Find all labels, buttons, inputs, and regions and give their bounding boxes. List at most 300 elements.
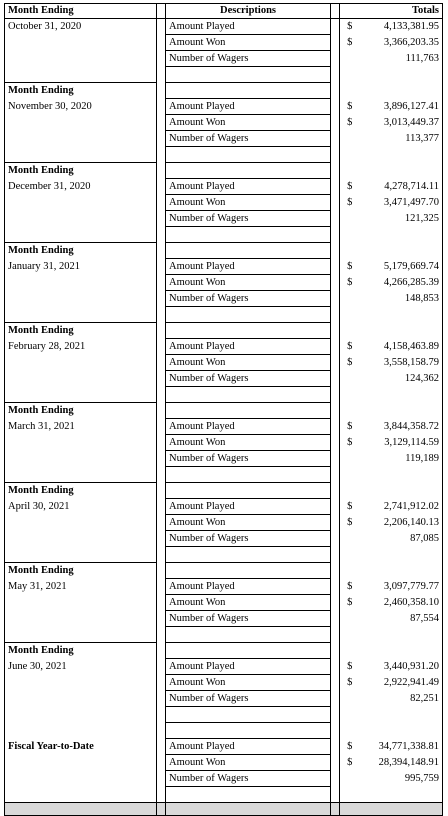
- description-cell: Amount Won: [166, 35, 331, 51]
- empty-cell: [340, 723, 360, 739]
- table-row: [5, 99, 443, 115]
- currency-symbol: [340, 211, 360, 227]
- empty-cell: [5, 451, 157, 467]
- description-cell: Number of Wagers: [166, 131, 331, 147]
- empty-cell: [5, 211, 157, 227]
- period-title: Month Ending: [5, 243, 157, 259]
- table-row: [5, 275, 443, 291]
- gap-cell: [331, 563, 340, 579]
- empty-cell: [166, 643, 331, 659]
- description-cell: Amount Played: [166, 179, 331, 195]
- gap-cell: [157, 659, 166, 675]
- currency-symbol: $: [340, 739, 360, 755]
- empty-cell: [5, 35, 157, 51]
- empty-cell: [5, 691, 157, 707]
- footer-cell: [331, 803, 340, 816]
- table-row: [5, 595, 443, 611]
- gap-cell: [331, 515, 340, 531]
- gap-cell: [157, 179, 166, 195]
- gap-cell: [157, 259, 166, 275]
- empty-cell: [166, 83, 331, 99]
- period-date: May 31, 2021: [5, 579, 157, 595]
- spacer-row: [5, 147, 443, 163]
- table-row: [5, 515, 443, 531]
- gap-cell: [331, 531, 340, 547]
- period-title: Month Ending: [5, 323, 157, 339]
- empty-cell: [360, 387, 443, 403]
- table-row: [5, 179, 443, 195]
- empty-cell: [166, 483, 331, 499]
- gap-cell: [157, 227, 166, 243]
- description-cell: Number of Wagers: [166, 691, 331, 707]
- gap-cell: [331, 467, 340, 483]
- empty-cell: [166, 307, 331, 323]
- empty-cell: [166, 723, 331, 739]
- empty-cell: [360, 787, 443, 803]
- spacer-row: [5, 723, 443, 739]
- gap-cell: [331, 723, 340, 739]
- header-row: [5, 4, 443, 19]
- description-cell: Amount Won: [166, 355, 331, 371]
- gap-cell: [331, 499, 340, 515]
- empty-cell: [340, 307, 360, 323]
- gap-cell: [157, 147, 166, 163]
- spacer-row: [5, 627, 443, 643]
- total-value: 121,325: [360, 211, 443, 227]
- spacer-row: [5, 707, 443, 723]
- gap-cell: [157, 275, 166, 291]
- currency-symbol: [340, 131, 360, 147]
- empty-cell: [166, 403, 331, 419]
- total-value: 119,189: [360, 451, 443, 467]
- spacer-row: [5, 67, 443, 83]
- table-row: [5, 211, 443, 227]
- table-row: [5, 259, 443, 275]
- gap-cell: [157, 195, 166, 211]
- gap-cell: [157, 211, 166, 227]
- total-value: 2,741,912.02: [360, 499, 443, 515]
- period-title-row: [5, 483, 443, 499]
- empty-cell: [360, 83, 443, 99]
- empty-cell: [340, 643, 360, 659]
- currency-symbol: [340, 291, 360, 307]
- empty-cell: [5, 51, 157, 67]
- total-value: 3,558,158.79: [360, 355, 443, 371]
- table-row: [5, 371, 443, 387]
- empty-cell: [166, 787, 331, 803]
- total-value: 3,844,358.72: [360, 419, 443, 435]
- total-value: 2,460,358.10: [360, 595, 443, 611]
- gap-cell: [157, 467, 166, 483]
- currency-symbol: $: [340, 179, 360, 195]
- empty-cell: [340, 323, 360, 339]
- period-title: Month Ending: [5, 483, 157, 499]
- empty-cell: [360, 627, 443, 643]
- gap-cell: [331, 99, 340, 115]
- description-cell: Amount Won: [166, 515, 331, 531]
- empty-cell: [340, 227, 360, 243]
- gap-cell: [331, 675, 340, 691]
- period-title-row: [5, 163, 443, 179]
- period-date: February 28, 2021: [5, 339, 157, 355]
- empty-cell: [5, 531, 157, 547]
- empty-cell: [360, 163, 443, 179]
- total-value: 2,206,140.13: [360, 515, 443, 531]
- table-row: [5, 19, 443, 35]
- table-row: [5, 51, 443, 67]
- empty-cell: [166, 387, 331, 403]
- spacer-row: [5, 227, 443, 243]
- gap-cell: [157, 739, 166, 755]
- empty-cell: [340, 787, 360, 803]
- empty-cell: [166, 627, 331, 643]
- gap-cell: [157, 35, 166, 51]
- currency-symbol: $: [340, 579, 360, 595]
- gap-cell: [157, 99, 166, 115]
- table-row: [5, 355, 443, 371]
- empty-cell: [166, 323, 331, 339]
- table-row: [5, 659, 443, 675]
- currency-symbol: $: [340, 339, 360, 355]
- period-date: April 30, 2021: [5, 499, 157, 515]
- footer-cell: [340, 803, 360, 816]
- currency-symbol: $: [340, 435, 360, 451]
- currency-symbol: [340, 51, 360, 67]
- empty-cell: [5, 387, 157, 403]
- header-month-ending: Month Ending: [5, 4, 157, 19]
- currency-symbol: [340, 691, 360, 707]
- total-value: 113,377: [360, 131, 443, 147]
- table-row: [5, 675, 443, 691]
- description-cell: Amount Played: [166, 339, 331, 355]
- currency-symbol: $: [340, 515, 360, 531]
- empty-cell: [5, 371, 157, 387]
- empty-cell: [360, 563, 443, 579]
- description-cell: Number of Wagers: [166, 371, 331, 387]
- gap-cell: [331, 355, 340, 371]
- gap-cell: [331, 403, 340, 419]
- table-body: [5, 4, 443, 816]
- empty-cell: [5, 195, 157, 211]
- gap-cell: [331, 691, 340, 707]
- empty-cell: [5, 467, 157, 483]
- gap-cell: [331, 275, 340, 291]
- gap-cell: [157, 291, 166, 307]
- gap-cell: [331, 291, 340, 307]
- description-cell: Amount Played: [166, 259, 331, 275]
- description-cell: Amount Played: [166, 579, 331, 595]
- description-cell: Amount Won: [166, 435, 331, 451]
- gap-cell: [331, 179, 340, 195]
- empty-cell: [166, 563, 331, 579]
- empty-cell: [340, 483, 360, 499]
- empty-cell: [360, 547, 443, 563]
- empty-cell: [166, 147, 331, 163]
- gap-cell: [331, 739, 340, 755]
- empty-cell: [166, 163, 331, 179]
- period-date: January 31, 2021: [5, 259, 157, 275]
- gap-cell: [157, 515, 166, 531]
- period-title-row: [5, 403, 443, 419]
- gap-cell: [157, 51, 166, 67]
- empty-cell: [5, 147, 157, 163]
- table-row: [5, 531, 443, 547]
- table-row: [5, 579, 443, 595]
- empty-cell: [360, 403, 443, 419]
- total-value: 87,085: [360, 531, 443, 547]
- currency-symbol: $: [340, 99, 360, 115]
- empty-cell: [166, 243, 331, 259]
- gap-cell: [157, 355, 166, 371]
- footer-row: [5, 803, 443, 816]
- gap-cell: [157, 611, 166, 627]
- period-date: October 31, 2020: [5, 19, 157, 35]
- gap-cell: [331, 211, 340, 227]
- total-value: 4,278,714.11: [360, 179, 443, 195]
- gap-cell: [331, 323, 340, 339]
- gap-cell: [331, 579, 340, 595]
- description-cell: Amount Played: [166, 99, 331, 115]
- description-cell: Amount Played: [166, 19, 331, 35]
- empty-cell: [360, 467, 443, 483]
- table-row: [5, 611, 443, 627]
- period-date: June 30, 2021: [5, 659, 157, 675]
- empty-cell: [360, 227, 443, 243]
- table-row: [5, 195, 443, 211]
- currency-symbol: $: [340, 355, 360, 371]
- gap-cell: [331, 595, 340, 611]
- gap-cell: [157, 371, 166, 387]
- empty-cell: [360, 307, 443, 323]
- empty-cell: [340, 243, 360, 259]
- gap-cell: [331, 307, 340, 323]
- period-title: Month Ending: [5, 563, 157, 579]
- description-cell: Amount Won: [166, 115, 331, 131]
- gap-cell: [157, 67, 166, 83]
- gap-cell: [331, 147, 340, 163]
- gap-cell: [157, 723, 166, 739]
- empty-cell: [5, 435, 157, 451]
- gap-cell: [157, 115, 166, 131]
- gap-cell: [157, 339, 166, 355]
- empty-cell: [5, 707, 157, 723]
- currency-symbol: $: [340, 419, 360, 435]
- total-value: 3,366,203.35: [360, 35, 443, 51]
- empty-cell: [5, 755, 157, 771]
- currency-symbol: [340, 371, 360, 387]
- empty-cell: [5, 227, 157, 243]
- gap-cell: [331, 339, 340, 355]
- gap-cell: [157, 451, 166, 467]
- empty-cell: [5, 675, 157, 691]
- footer-cell: [157, 803, 166, 816]
- empty-cell: [166, 547, 331, 563]
- gap-cell: [331, 755, 340, 771]
- gap-cell: [331, 227, 340, 243]
- empty-cell: [5, 595, 157, 611]
- total-value: 34,771,338.81: [360, 739, 443, 755]
- gap-cell: [331, 611, 340, 627]
- description-cell: Number of Wagers: [166, 451, 331, 467]
- total-value: 3,013,449.37: [360, 115, 443, 131]
- description-cell: Number of Wagers: [166, 531, 331, 547]
- gap-cell: [157, 771, 166, 787]
- table-row: [5, 691, 443, 707]
- gap-cell: [331, 435, 340, 451]
- empty-cell: [340, 467, 360, 483]
- table-row: [5, 435, 443, 451]
- empty-cell: [360, 483, 443, 499]
- gap-cell: [157, 563, 166, 579]
- spacer-row: [5, 787, 443, 803]
- description-cell: Number of Wagers: [166, 211, 331, 227]
- gap-cell: [157, 595, 166, 611]
- gap-cell: [331, 115, 340, 131]
- gap-cell: [157, 499, 166, 515]
- table-row: [5, 291, 443, 307]
- currency-symbol: $: [340, 35, 360, 51]
- empty-cell: [360, 643, 443, 659]
- empty-cell: [360, 723, 443, 739]
- gap-cell: [157, 483, 166, 499]
- currency-symbol: $: [340, 595, 360, 611]
- empty-cell: [5, 723, 157, 739]
- gap-cell: [331, 419, 340, 435]
- gap-cell: [331, 643, 340, 659]
- currency-symbol: [340, 771, 360, 787]
- table-row: [5, 771, 443, 787]
- empty-cell: [340, 563, 360, 579]
- gap-cell: [157, 531, 166, 547]
- description-cell: Amount Won: [166, 595, 331, 611]
- gap-cell: [157, 307, 166, 323]
- gap-cell: [157, 675, 166, 691]
- table-row: [5, 739, 443, 755]
- empty-cell: [166, 67, 331, 83]
- period-title: Month Ending: [5, 403, 157, 419]
- spacer-row: [5, 547, 443, 563]
- total-value: 82,251: [360, 691, 443, 707]
- empty-cell: [5, 355, 157, 371]
- period-title: Month Ending: [5, 643, 157, 659]
- empty-cell: [5, 515, 157, 531]
- description-cell: Amount Played: [166, 419, 331, 435]
- period-title-row: [5, 83, 443, 99]
- total-value: 995,759: [360, 771, 443, 787]
- empty-cell: [5, 115, 157, 131]
- empty-cell: [166, 467, 331, 483]
- empty-cell: [5, 627, 157, 643]
- spacer-row: [5, 307, 443, 323]
- period-title: Month Ending: [5, 83, 157, 99]
- table-row: [5, 35, 443, 51]
- empty-cell: [340, 547, 360, 563]
- footer-cell: [166, 803, 331, 816]
- currency-symbol: $: [340, 659, 360, 675]
- gap-cell: [331, 259, 340, 275]
- header-descriptions: Descriptions: [166, 4, 331, 19]
- description-cell: Amount Won: [166, 675, 331, 691]
- table-row: [5, 451, 443, 467]
- description-cell: Number of Wagers: [166, 771, 331, 787]
- gap-cell: [331, 371, 340, 387]
- currency-symbol: [340, 531, 360, 547]
- empty-cell: [5, 307, 157, 323]
- gap-cell: [331, 67, 340, 83]
- period-title: Month Ending: [5, 163, 157, 179]
- description-cell: Number of Wagers: [166, 291, 331, 307]
- gap-cell: [157, 435, 166, 451]
- gap-cell: [157, 787, 166, 803]
- period-date: March 31, 2021: [5, 419, 157, 435]
- description-cell: Amount Played: [166, 739, 331, 755]
- gap-cell: [157, 579, 166, 595]
- empty-cell: [5, 131, 157, 147]
- gap-cell: [331, 387, 340, 403]
- gap-cell: [331, 83, 340, 99]
- empty-cell: [360, 707, 443, 723]
- empty-cell: [340, 707, 360, 723]
- gap-cell: [157, 163, 166, 179]
- empty-cell: [5, 787, 157, 803]
- gap-cell: [331, 787, 340, 803]
- empty-cell: [360, 323, 443, 339]
- period-title-row: [5, 323, 443, 339]
- empty-cell: [340, 163, 360, 179]
- total-value: 124,362: [360, 371, 443, 387]
- total-value: 87,554: [360, 611, 443, 627]
- table-row: [5, 339, 443, 355]
- currency-symbol: $: [340, 499, 360, 515]
- gap-cell: [157, 83, 166, 99]
- spacer-row: [5, 467, 443, 483]
- footer-cell: [360, 803, 443, 816]
- gap-cell: [331, 547, 340, 563]
- gap-cell: [331, 659, 340, 675]
- header-totals: Totals: [340, 4, 443, 19]
- gap-cell: [157, 131, 166, 147]
- gap-cell: [331, 131, 340, 147]
- empty-cell: [340, 147, 360, 163]
- empty-cell: [360, 67, 443, 83]
- total-value: 3,896,127.41: [360, 99, 443, 115]
- empty-cell: [5, 67, 157, 83]
- description-cell: Amount Played: [166, 499, 331, 515]
- gap-cell: [331, 771, 340, 787]
- table-row: [5, 131, 443, 147]
- gap-cell: [157, 19, 166, 35]
- currency-symbol: [340, 451, 360, 467]
- empty-cell: [360, 147, 443, 163]
- empty-cell: [166, 227, 331, 243]
- currency-symbol: $: [340, 259, 360, 275]
- description-cell: Number of Wagers: [166, 51, 331, 67]
- total-value: 4,133,381.95: [360, 19, 443, 35]
- period-title-row: [5, 643, 443, 659]
- gap-cell: [331, 35, 340, 51]
- total-value: 3,471,497.70: [360, 195, 443, 211]
- empty-cell: [5, 275, 157, 291]
- total-value: 3,440,931.20: [360, 659, 443, 675]
- total-value: 148,853: [360, 291, 443, 307]
- gap-cell: [157, 627, 166, 643]
- header-gap: [331, 4, 340, 19]
- table-row: [5, 755, 443, 771]
- currency-symbol: [340, 611, 360, 627]
- gap-cell: [157, 691, 166, 707]
- wager-summary-table: [4, 3, 443, 816]
- total-value: 5,179,669.74: [360, 259, 443, 275]
